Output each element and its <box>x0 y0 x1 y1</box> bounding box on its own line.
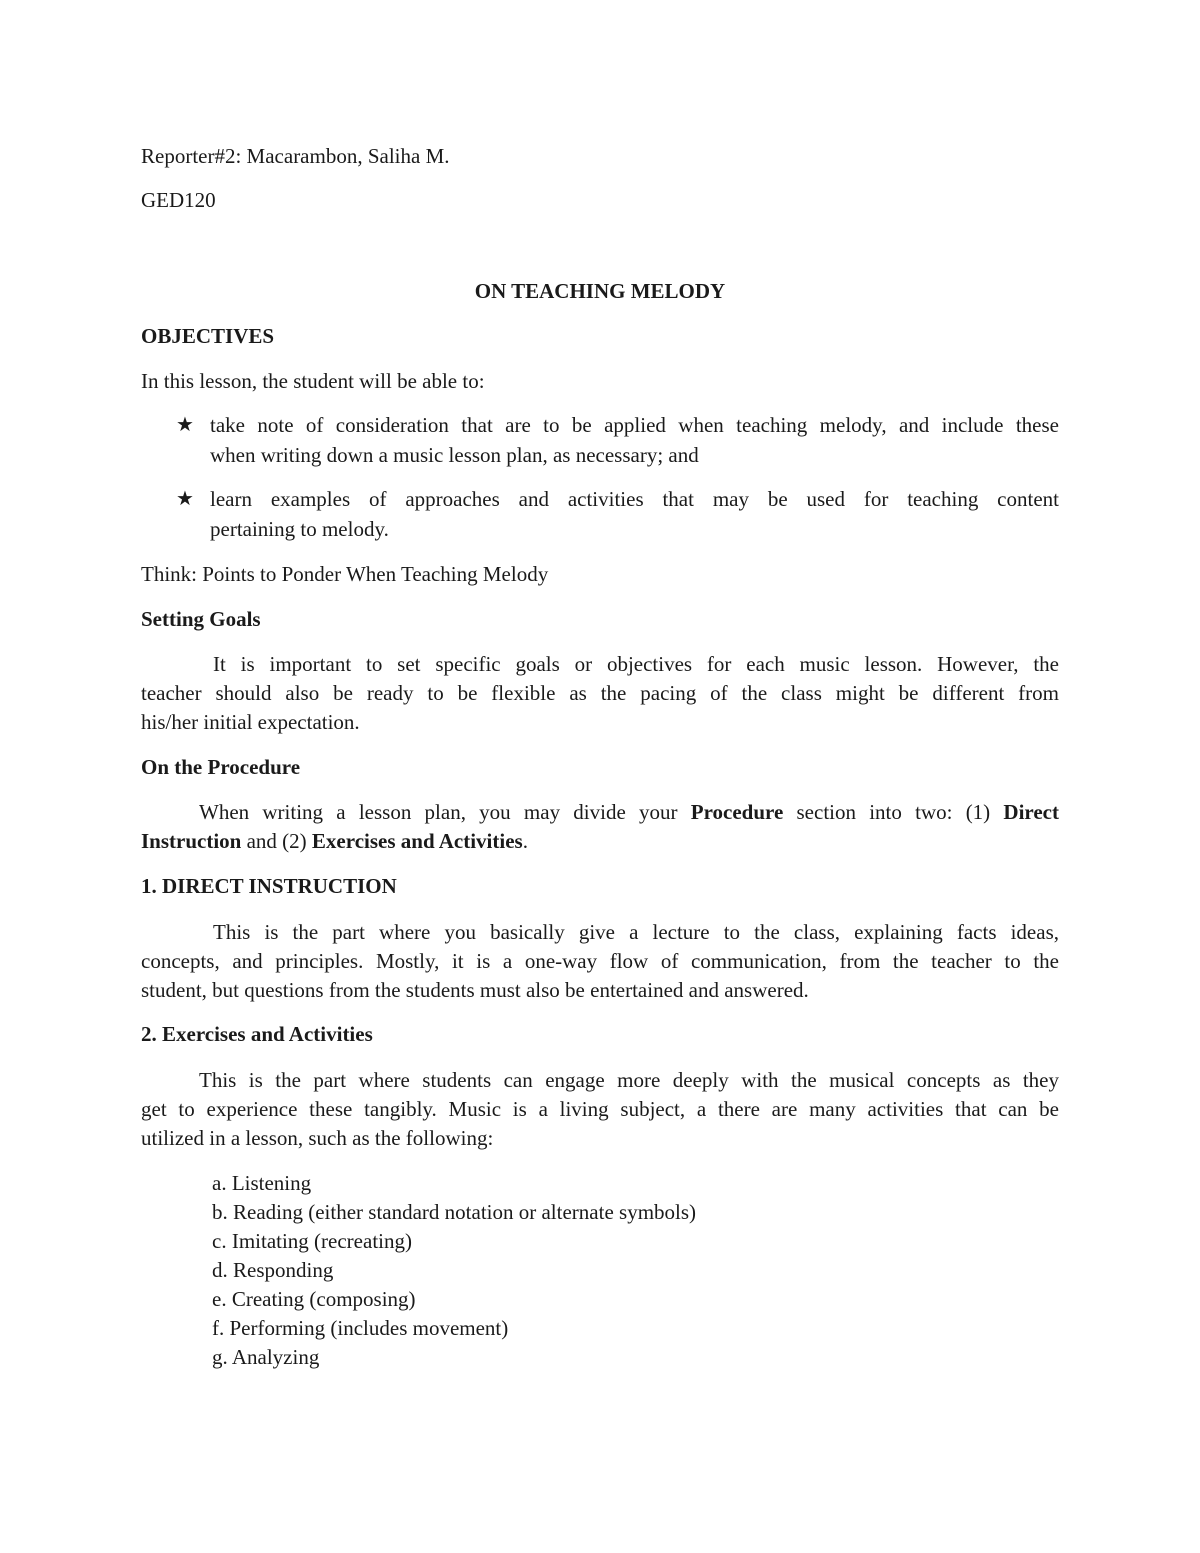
setting-goals-line-2: teacher should also be ready to be flexible as the pacing of the class might be different from <box>141 681 1059 705</box>
procedure-text: section into two: (1) <box>783 800 1004 824</box>
list-item: b. Reading (either standard notation or alternate symbols) <box>212 1200 697 1224</box>
exercises-heading: 2. Exercises and Activities <box>141 1022 373 1046</box>
setting-goals-line-1: It is important to set specific goals or objectives for each music lesson. However, the <box>213 652 1059 676</box>
list-item: g. Analyzing <box>212 1345 320 1369</box>
exercises-line-1: This is the part where students can engage more deeply with the musical concepts as they <box>199 1068 1059 1092</box>
procedure-text: and (2) <box>241 829 312 853</box>
objective-1-line-2: when writing down a music lesson plan, as necessary; and <box>210 443 699 467</box>
setting-goals-line-3: his/her initial expectation. <box>141 710 360 734</box>
instruction-term: Instruction <box>141 829 242 853</box>
list-item: a. Listening <box>212 1171 312 1195</box>
reporter-line: Reporter#2: Macarambon, Saliha M. <box>141 144 450 168</box>
setting-goals-heading: Setting Goals <box>141 607 261 631</box>
direct-instruction-line-1: This is the part where you basically give a lecture to the class, explaining facts ideas, <box>213 920 1059 944</box>
exercises-line-2: get to experience these tangibly. Music is a living subject, a there are many activities that can be <box>141 1097 1059 1121</box>
list-item: d. Responding <box>212 1258 334 1282</box>
objective-2-line-1: learn examples of approaches and activities that may be used for teaching content <box>210 487 1059 511</box>
objectives-heading: OBJECTIVES <box>141 324 275 348</box>
list-item: f. Performing (includes movement) <box>212 1316 509 1340</box>
direct-instruction-line-2: concepts, and principles. Mostly, it is a one-way flow of communication, from the teacher to the <box>141 949 1059 973</box>
objective-1-line-1: take note of consideration that are to be applied when teaching melody, and include these <box>210 413 1059 437</box>
objectives-intro: In this lesson, the student will be able to: <box>141 369 485 393</box>
think-line: Think: Points to Ponder When Teaching Melody <box>141 562 549 586</box>
document-title: ON TEACHING MELODY <box>474 279 726 303</box>
procedure-term: Procedure <box>690 800 784 824</box>
procedure-text: . <box>522 829 528 853</box>
objective-2-line-2: pertaining to melody. <box>210 517 389 541</box>
direct-instruction-heading: 1. DIRECT INSTRUCTION <box>141 874 397 898</box>
procedure-text: When writing a lesson plan, you may divide your <box>199 800 691 824</box>
procedure-paragraph-line-2 <box>141 827 1059 856</box>
procedure-paragraph-line-1 <box>141 798 1059 827</box>
star-bullet-icon: ★ <box>176 488 194 510</box>
star-bullet-icon: ★ <box>176 414 194 436</box>
course-code: GED120 <box>141 188 216 212</box>
list-item: c. Imitating (recreating) <box>212 1229 412 1253</box>
list-item: e. Creating (composing) <box>212 1287 416 1311</box>
procedure-heading: On the Procedure <box>141 755 301 779</box>
direct-instruction-line-3: student, but questions from the students must also be entertained and answered. <box>141 978 809 1002</box>
exercises-term: Exercises and Activities <box>311 829 523 853</box>
exercises-line-3: utilized in a lesson, such as the following: <box>141 1126 494 1150</box>
direct-term: Direct <box>1003 800 1059 824</box>
